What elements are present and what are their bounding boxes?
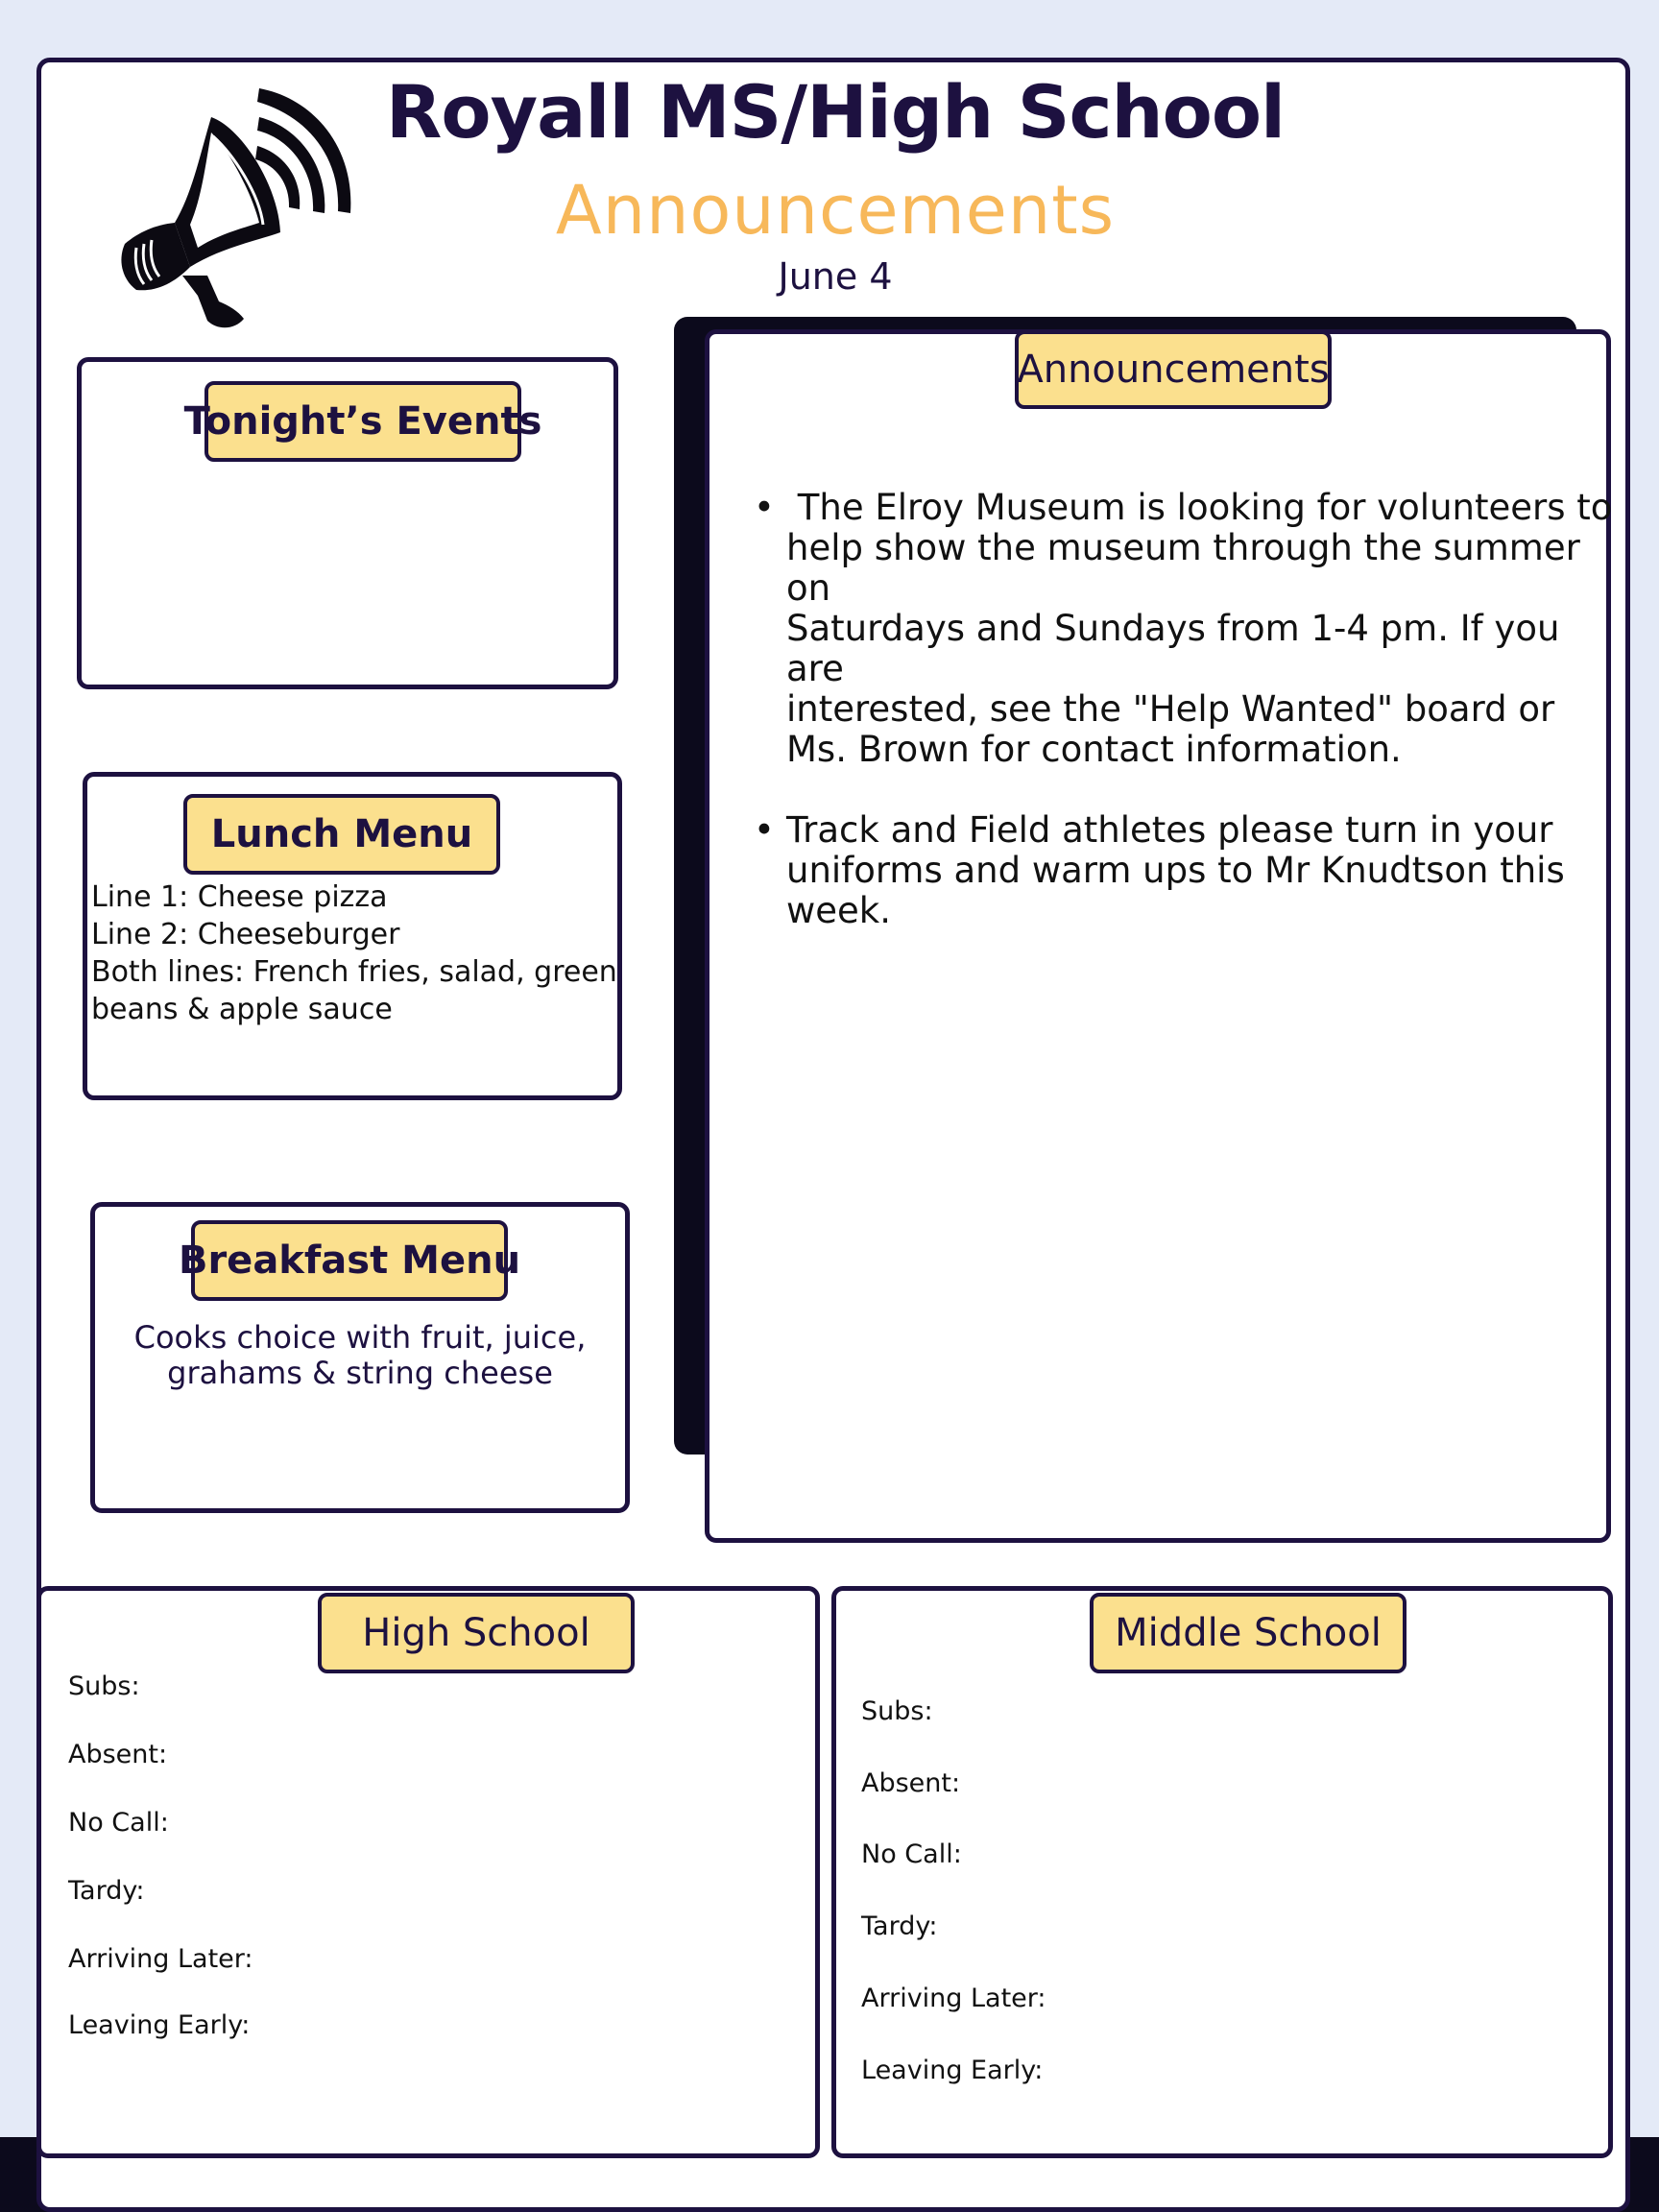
announcement-item <box>754 487 1613 770</box>
lunch-menu-panel <box>83 772 622 1100</box>
announcement-line: week. <box>786 890 891 931</box>
lunch-line: Both lines: French fries, salad, green <box>91 955 617 989</box>
lunch-line: Line 2: Cheeseburger <box>91 918 400 951</box>
breakfast-menu-text <box>95 1320 625 1391</box>
lunch-menu-text <box>91 878 617 1028</box>
ms-absent-label: Absent: <box>861 1768 961 1798</box>
ms-no-call-label: No Call: <box>861 1839 962 1869</box>
announcement-item <box>754 809 1612 931</box>
ms-arriving-later-label: Arriving Later: <box>861 1984 1046 2013</box>
ms-leaving-early-label: Leaving Early: <box>861 2056 1044 2085</box>
hs-leaving-early-label: Leaving Early: <box>68 2010 251 2040</box>
breakfast-menu-label: Breakfast Menu <box>191 1220 508 1301</box>
announcement-line: Track and Field athletes please turn in your <box>786 809 1553 851</box>
high-school-label: High School <box>318 1593 635 1673</box>
page-title: Royall MS/High School <box>385 69 1286 155</box>
breakfast-line: Cooks choice with fruit, juice, <box>133 1319 587 1356</box>
hs-absent-label: Absent: <box>68 1740 168 1769</box>
announcement-line: interested, see the "Help Wanted" board or <box>786 688 1555 730</box>
middle-school-panel <box>831 1586 1613 2158</box>
ms-subs-label: Subs: <box>861 1696 933 1726</box>
high-school-panel <box>36 1586 820 2158</box>
hs-no-call-label: No Call: <box>68 1808 169 1838</box>
hs-arriving-later-label: Arriving Later: <box>68 1944 253 1974</box>
ms-tardy-label: Tardy: <box>861 1911 938 1941</box>
tonights-events-label: Tonight’s Events <box>204 381 521 462</box>
tonights-events-panel <box>77 357 618 689</box>
announcement-line: uniforms and warm ups to Mr Knudtson this <box>786 850 1565 891</box>
lunch-menu-label: Lunch Menu <box>183 794 500 875</box>
bullet-icon: • <box>754 809 775 851</box>
announcements-panel <box>705 329 1611 1543</box>
announcements-label: Announcements <box>1015 330 1332 409</box>
announcement-line: Saturdays and Sundays from 1-4 pm. If you are <box>786 608 1560 689</box>
announcement-line: The Elroy Museum is looking for volunteers to <box>786 487 1613 528</box>
middle-school-label: Middle School <box>1090 1593 1407 1673</box>
announcement-line: Ms. Brown for contact information. <box>786 729 1402 770</box>
hs-tardy-label: Tardy: <box>68 1876 145 1906</box>
lunch-line: beans & apple sauce <box>91 993 393 1026</box>
announcements-list <box>754 487 1613 972</box>
lunch-line: Line 1: Cheese pizza <box>91 880 388 914</box>
page-date: June 4 <box>778 255 893 298</box>
hs-subs-label: Subs: <box>68 1671 140 1701</box>
breakfast-line: grahams & string cheese <box>167 1355 553 1391</box>
bullet-icon: • <box>754 487 775 528</box>
breakfast-menu-panel <box>90 1202 630 1513</box>
announcement-line: help show the museum through the summer on <box>786 527 1580 609</box>
page-subtitle: Announcements <box>555 171 1116 250</box>
